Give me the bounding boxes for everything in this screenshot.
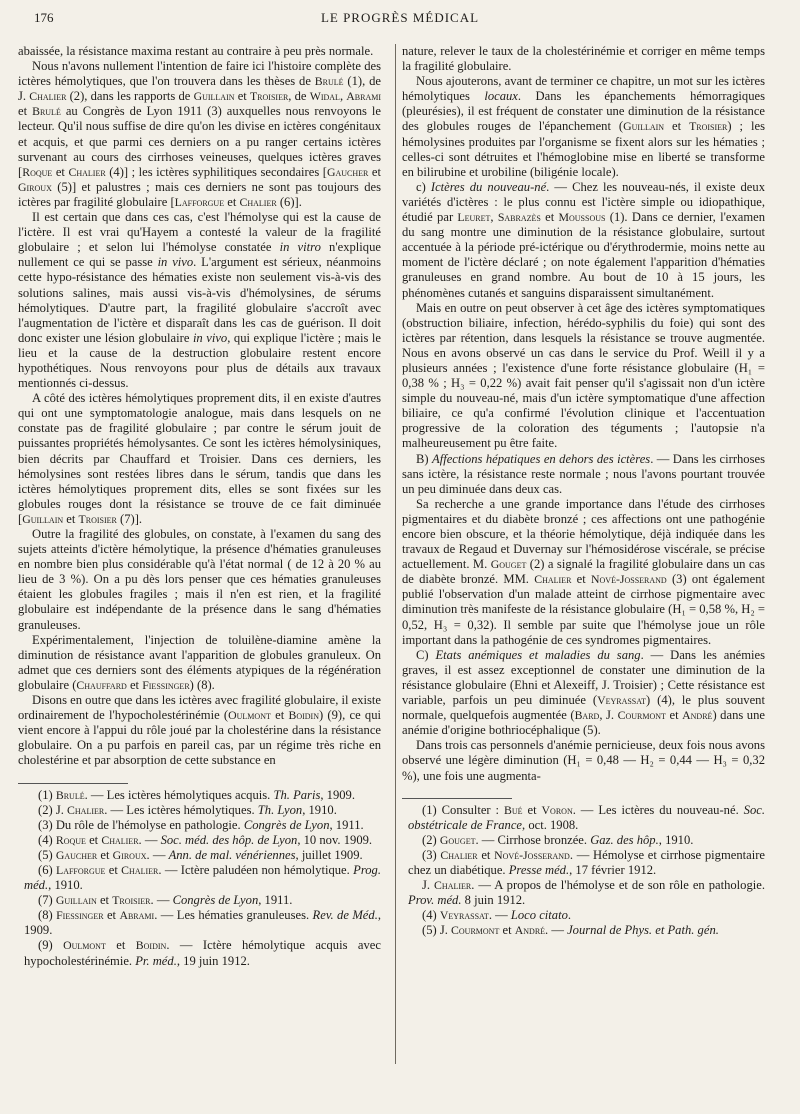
author-name: Gaucher xyxy=(55,847,98,862)
text-run: et xyxy=(18,104,33,119)
author-name: Voron xyxy=(541,802,573,817)
text-run: (2) a signalé la fragilité globulaire dans un cas de diabète bronzé. MM. xyxy=(402,557,765,587)
footnote xyxy=(402,803,765,833)
footnote xyxy=(402,908,765,923)
author-name: Nové-Josserand xyxy=(591,572,667,587)
author-name: André xyxy=(682,708,713,723)
author-name: Troisier xyxy=(78,511,117,526)
right-column-body xyxy=(402,44,765,784)
text-run: (8) xyxy=(38,908,57,923)
text-run: , 1909. xyxy=(24,908,381,938)
text-run: . — Dans les anémies graves, il est assez exceptionnel de constater une diminution de la résistance globulaire (Ehni et Alexeiff, J. Troisier) ; Cette résistance est variable, parfois un peu diminuée ( xyxy=(402,647,765,708)
text-run: Expérimentalement, l'injection de toluilène-diamine amène la diminution de résistance avant l'apparition de globules granuleux. On admet que ces derniers sont des éléments atypiques de la régénération globulaire ( xyxy=(18,632,381,692)
running-title: LE PROGRÈS MÉDICAL xyxy=(320,10,480,25)
text-run: Il est certain que dans ces cas, c'est l'hémolyse qui est la cause de l'ictère. Il est vrai qu'Hayem a contesté la valeur de la fragilité globulaire ; et selon lui l'hémolyse constatée xyxy=(18,210,381,255)
footnote xyxy=(18,818,381,833)
italic-text: Ictères du nouveau-né xyxy=(430,179,547,194)
paragraph xyxy=(402,180,765,301)
paragraph xyxy=(402,497,765,648)
text-run: (3) xyxy=(422,847,441,862)
text-run: (1). Dans ce dernier, l'examen du sang montre une diminution de la résistance globulaire, surtout accentuée à la période pré-ictérique ou d'érythrodermie, moins nette au moment de l'ictère déclaré ; on note également l'apparition d'hématies granuleuses en grand nombre. Au bout de 10 à 15 jours, les phénomènes cutanés et sanguins disparaissent simultanément. xyxy=(402,210,766,300)
author-name: Gouget xyxy=(490,557,527,572)
text-run: abaissée, la résistance maxima restant au contraire à peu près normale. xyxy=(18,44,374,58)
text-run: et xyxy=(96,893,113,908)
author-name: Chalier xyxy=(440,847,478,862)
italic-text: Presse méd. xyxy=(508,862,570,877)
text-run: et xyxy=(85,832,102,847)
italic-text: Affections hépatiques en dehors des ictères xyxy=(432,451,651,466)
footnote xyxy=(18,938,381,968)
footnote xyxy=(18,863,381,893)
footnote xyxy=(18,788,381,803)
italic-text: Prog. méd. xyxy=(24,862,381,893)
footnote xyxy=(402,878,765,908)
text-run: et xyxy=(63,511,79,526)
footnote xyxy=(18,833,381,848)
author-name: Boidin xyxy=(288,708,319,723)
right-column xyxy=(402,44,765,938)
text-run: (3) ont également publié l'observation d'un malade atteint de cirrhose pigmentaire avec diminution très manifeste de la résistance globulaire (H₁ = 0,58 %, H₂ = 0,52, H₃ = 0,32). Il semble par suite que l'hémolyse joue un rôle important dans la pathogénie de ces syndromes pigmentaires. xyxy=(402,572,765,647)
author-name: Chalier xyxy=(239,194,277,209)
footnote-rule xyxy=(402,798,512,799)
italic-text: Congrès de Lyon xyxy=(243,817,330,832)
text-run: ) ; les hémolysines produites par l'organisme se fixent alors sur les hématies ; celles-ci sont détruites et l'hémoglobine mise en liberté se transforme en bilirubine et urobiline (biligénie locale). xyxy=(402,119,766,179)
text-run: (4) xyxy=(38,832,56,847)
italic-text: Rev. de Méd. xyxy=(312,908,378,923)
author-name: Chalier xyxy=(101,832,139,847)
text-run: , 10 nov. 1909. xyxy=(297,832,373,847)
text-run: et xyxy=(103,908,120,923)
text-run: . — xyxy=(150,893,173,908)
paragraph xyxy=(402,301,765,452)
text-run: et xyxy=(522,802,542,817)
text-run: (7) xyxy=(38,893,56,908)
text-run: 8 juin 1912. xyxy=(461,893,526,908)
author-name: Oulmont xyxy=(228,708,271,723)
italic-text: Loco citato xyxy=(510,908,568,923)
text-run: (4) xyxy=(422,908,440,923)
text-run: (2) xyxy=(422,832,440,847)
text-run: et xyxy=(126,677,143,692)
text-run: , 1911. xyxy=(329,817,364,832)
italic-text: Soc. méd. des hôp. de Lyon xyxy=(160,832,298,847)
text-run: et xyxy=(368,164,381,179)
text-run: Nous ajouterons, avant de terminer ce chapitre, un mot sur les ictères hémolytiques xyxy=(402,74,765,104)
author-name: Chalier xyxy=(68,164,106,179)
author-name: Oulmont xyxy=(63,938,106,953)
italic-text: Gaz. des hôp. xyxy=(590,832,659,847)
text-run: . — Hémolyse et cirrhose pigmentaire chez un diabétique. xyxy=(408,847,765,877)
left-column xyxy=(18,44,381,969)
text-run: et xyxy=(499,923,515,938)
italic-text: in vitro xyxy=(279,240,321,255)
text-run: Disons en outre que dans les ictères avec fragilité globulaire, il existe ordinairement de l'hypocholestérinémie ( xyxy=(18,693,382,723)
paragraph xyxy=(402,44,765,74)
paragraph xyxy=(402,74,765,180)
text-run: . L'argument est sérieux, néanmoins cette hypo-résistance des hématies existe non seulement vis-à-vis des solutions salines, mais aussi vis-à-vis d'hémolysines, de sérums hémolytiques. D'autre part, la fragilité globulaire s'accroît avec l'augmentation de l'ictère et disparaît dans les cas de guérison. Il doit donc exister une lésion globulaire xyxy=(18,255,381,345)
footnote xyxy=(18,893,381,908)
text-run: Mais en outre on peut observer à cet âge des ictères symptomatiques (obstruction biliaire, infection, hérédo-syphilis du foie) qui sont des ictères par rétention, dans lesquels la résistance se trouve augmentée. Nous en avons observé un cas dans le service du Prof. Weill il y a plusieurs années ; l'existence d'une forte résistance globulaire (H₁ = 0,38 % ; H₃ = 0,22 %) avait fait penser qu'il s'agissait non d'un ictère simple du nouveau-né, mais d'un ictère symptomatique d'une affection biliaire, ce qu'a confirmé l'évolution clinique et l'accentuation progressive de la coloration des téguments ; l'autopsie n'a malheureusement pu être faite. xyxy=(402,300,765,451)
footnote xyxy=(18,848,381,863)
text-run: ) (4), le plus souvent normale, quelquefois augmentée ( xyxy=(402,693,765,723)
author-name: Chalier xyxy=(29,89,67,104)
author-name: Leuret xyxy=(457,210,491,225)
italic-text: Ann. de mal. vénériennes xyxy=(168,847,296,862)
author-name: Chalier xyxy=(434,878,472,893)
italic-text: Th. Lyon xyxy=(257,802,303,817)
paragraph xyxy=(18,210,381,391)
text-run: , de xyxy=(288,89,310,104)
italic-text: in vivo xyxy=(157,255,194,270)
text-run: . — xyxy=(488,908,511,923)
text-run: et xyxy=(571,572,591,587)
text-run: . — xyxy=(545,923,568,938)
author-name: Sabrazès xyxy=(497,210,541,225)
text-run: Dans trois cas personnels d'anémie pernicieuse, deux fois nous avons observé une légère diminution (H₁ = 0,48 — H₂ = 0,44 — H₃ = 0,32 %), une fois une augmenta- xyxy=(402,738,765,783)
text-run: . — Les hématies granuleuses. xyxy=(154,908,313,923)
footnote-rule xyxy=(18,783,128,784)
text-run: . — Les ictères du nouveau-né. xyxy=(572,802,744,817)
paragraph xyxy=(18,44,381,59)
author-name: Guillain xyxy=(193,89,235,104)
text-run: . — Dans les cirrhoses sans ictère, la résistance reste normale ; nous l'avons pourtant trouvée un peu diminuée dans deux cas. xyxy=(402,451,765,496)
text-run: . — Les ictères hémolytiques. xyxy=(104,802,258,817)
author-name: Abrami xyxy=(346,89,382,104)
text-run: , xyxy=(339,89,347,104)
paragraph xyxy=(402,648,765,739)
footnote xyxy=(402,833,765,848)
text-run: C) xyxy=(416,647,436,662)
author-name: Brulé xyxy=(32,104,61,119)
text-run: . — Les ictères hémolytiques acquis. xyxy=(84,787,274,802)
left-column-body xyxy=(18,44,381,769)
paragraph xyxy=(18,633,381,693)
author-name: Roque xyxy=(22,164,53,179)
text-run: , 19 juin 1912. xyxy=(176,953,250,968)
author-name: Widal xyxy=(309,89,340,104)
text-run: (6) xyxy=(38,862,56,877)
author-name: Abrami xyxy=(119,908,155,923)
text-run: (2), dans les rapports de xyxy=(66,89,194,104)
italic-text: Th. Paris xyxy=(273,787,321,802)
author-name: Moussous xyxy=(558,210,606,225)
text-run: et xyxy=(52,164,69,179)
text-run: , juillet 1909. xyxy=(295,847,363,862)
author-name: Boidin xyxy=(135,938,167,953)
italic-text: Pr. méd. xyxy=(135,953,177,968)
text-run: B) xyxy=(416,451,433,466)
paragraph xyxy=(18,59,381,210)
author-name: Veyrassat xyxy=(439,908,489,923)
paragraph xyxy=(18,693,381,768)
text-run: J. xyxy=(422,878,435,893)
author-name: Gaucher xyxy=(326,164,369,179)
author-name: Roque xyxy=(55,832,86,847)
author-name: Veyrassat xyxy=(597,693,647,708)
text-run: Outre la fragilité des globules, on constate, à l'examen du sang des sujets atteints d'ictère hémolytique, la présence d'hématies granuleuses en nombre bien plus considérable qu'à l'état normal ( de 12 à 20 % au lieu de 3 %). On a pu dès lors penser que ces hématies granuleuses étaient les globules fragiles ; mais il n'en est rien, et la fragilité globulaire est indépendante de la présence dans le sang d'hématies granuleuses. xyxy=(18,527,381,632)
author-name: Guillain xyxy=(623,119,665,134)
paragraph xyxy=(402,738,765,783)
text-run: ) (9), ce qui vient encore à l'appui du rôle joué par la cholestérine dans la résistance globulaire. On a pu parfois en pareil cas, par un régime très riche en cholestérine et par absorption de cette substance en xyxy=(18,708,382,768)
author-name: Gouget xyxy=(439,832,476,847)
text-run: , 1911. xyxy=(258,893,293,908)
footnote xyxy=(18,908,381,938)
text-run: et xyxy=(477,847,495,862)
text-run: Nous n'avons nullement l'intention de faire ici l'histoire complète des ictères hémolytiques, que l'on trouvera dans les thèses de xyxy=(18,59,381,89)
text-run: (5) xyxy=(38,847,56,862)
paragraph xyxy=(18,391,381,527)
text-run: . — Ictère hémolytique acquis avec hypocholestérinémie. xyxy=(24,938,381,968)
italic-text: in vivo xyxy=(192,330,228,345)
italic-text: Journal de Phys. et Path. gén. xyxy=(567,923,719,938)
text-run: . — A propos de l'hémolyse et de son rôle en pathologie. xyxy=(471,878,766,893)
text-run: . — Ictère paludéen non hémolytique. xyxy=(158,862,354,877)
text-run: , 17 février 1912. xyxy=(569,862,657,877)
page-header xyxy=(0,10,800,32)
text-run: (6)]. xyxy=(276,194,302,209)
author-name: Lafforgue xyxy=(56,862,106,877)
text-run: , 1909. xyxy=(320,787,355,802)
author-name: Nové-Josserand xyxy=(494,847,570,862)
left-footnotes xyxy=(18,788,381,969)
text-run: , 1910. xyxy=(48,878,83,893)
author-name: Guillain xyxy=(22,511,64,526)
text-run: et xyxy=(540,210,559,225)
text-run: et xyxy=(97,847,113,862)
italic-text: Soc. obstétricale de France xyxy=(408,802,765,832)
author-name: Chalier xyxy=(67,802,105,817)
author-name: Brulé xyxy=(314,74,344,89)
text-run: (9) xyxy=(38,938,64,953)
page-number: 176 xyxy=(34,10,54,25)
author-name: Chalier xyxy=(534,572,572,587)
text-run: n'explique nullement ce qui se passe xyxy=(18,240,381,270)
author-name: Troisier xyxy=(112,893,151,908)
author-name: Guillain xyxy=(55,893,97,908)
text-run: (3) Du rôle de l'hémolyse en pathologie. xyxy=(38,817,244,832)
text-run: , qui explique l'ictère ; mais le lieu et la cause de la destruction globulaire restent encore hypothétiques. Nous renvoyons pour plus de détails aux travaux mentionnés ci-dessus. xyxy=(18,330,382,391)
italic-text: Etats anémiques et maladies du sang xyxy=(435,647,641,662)
author-name: André xyxy=(514,923,546,938)
text-run: et xyxy=(105,938,136,953)
text-run: et xyxy=(234,89,250,104)
text-run: et xyxy=(270,708,289,723)
text-run: et xyxy=(665,708,683,723)
right-footnotes xyxy=(402,803,765,939)
author-name: Troisier xyxy=(249,89,289,104)
author-name: Bard xyxy=(574,708,600,723)
text-run: . — xyxy=(146,847,169,862)
text-run: (7)]. xyxy=(116,511,143,526)
text-run: . — Cirrhose bronzée. xyxy=(475,832,591,847)
text-run: (1) Consulter : xyxy=(422,802,504,817)
text-run: (5) J. xyxy=(422,923,452,938)
text-run: , 1910. xyxy=(658,832,694,847)
text-run: (1), de J. xyxy=(18,74,381,104)
text-run: , oct. 1908. xyxy=(522,817,579,832)
text-run: , J. xyxy=(599,708,618,723)
footnote xyxy=(402,923,765,938)
author-name: Bué xyxy=(504,802,523,817)
italic-text: Congrès de Lyon xyxy=(172,893,259,908)
text-run: , xyxy=(490,210,498,225)
text-run: et xyxy=(105,862,122,877)
author-name: Chalier xyxy=(121,862,159,877)
footnote xyxy=(18,803,381,818)
text-run: . Dans les épanchements hémorragiques (pleurésies), il est fréquent de constater une diminution de la résistance des globules rouges de l'épanchement ( xyxy=(402,89,765,134)
text-run: (2) J. xyxy=(38,802,68,817)
author-name: Chauffard xyxy=(76,677,127,692)
author-name: Fiessinger xyxy=(142,677,190,692)
italic-text: locaux xyxy=(484,89,518,104)
text-run: . xyxy=(567,908,572,923)
author-name: Troisier xyxy=(689,119,728,134)
text-run: ) (8). xyxy=(189,677,215,692)
footnote xyxy=(402,848,765,878)
text-run: nature, relever le taux de la cholestérinémie et corriger en même temps la fragilité globulaire. xyxy=(402,44,765,74)
author-name: Fiessinger xyxy=(56,908,104,923)
text-run: . — xyxy=(138,832,161,847)
text-run: et xyxy=(224,194,240,209)
italic-text: Prov. méd. xyxy=(408,893,462,908)
author-name: Courmont xyxy=(451,923,500,938)
text-run: (5)] et palustres ; mais ces derniers ne sont pas toujours des ictères par fragilité globulaire [ xyxy=(18,179,381,209)
author-name: Giroux xyxy=(18,179,52,194)
text-run: . — Chez les nouveau-nés, il existe deux variétés d'ictères : le plus connu est l'ictère simple ou idiopathique, étudié par xyxy=(402,179,765,225)
paragraph xyxy=(18,527,381,633)
text-run: A côté des ictères hémolytiques proprement dits, il en existe d'autres qui ont une symptomatologie analogue, mais dans lesquels on ne constate pas de fragilité globulaire ; par contre le sérum jouit de puissantes propriétés hémolysantes. Ce sont les ictères hémolysiniques, bien décrits par Chauffard et Troisier. Dans ces derniers, les hémolysines sont restées libres dans le sérum, tandis que dans les ictères hémolytiques proprement dits, elles se sont fixées sur les globules rouges dont la résistance se trouve de ce fait diminuée [ xyxy=(18,391,381,526)
author-name: Lafforgue xyxy=(174,194,225,209)
text-run: au Congrès de Lyon 1911 (3) auxquelles nous renvoyons le lecteur. Qu'il nous suffise de dire qu'on les divise en ictères congénitaux et acquis, et que parmi ces derniers on a pu ranger certains ictères survenant au cours des cirrhoses veineuses, quelques ictères graves [ xyxy=(18,104,381,179)
text-run: , 1910. xyxy=(302,802,337,817)
text-run: (4)] ; les ictères syphilitiques secondaires [ xyxy=(105,164,327,179)
text-run: ) dans une anémie d'origine bothriocéphalique (5). xyxy=(402,708,765,738)
author-name: Giroux xyxy=(112,847,147,862)
text-run: et xyxy=(664,119,690,134)
text-run: Sa recherche a une grande importance dans l'étude des cirrhoses pigmentaires et du diabète bronzé ; ces affections ont une pathogénie encore bien obscure, et la théorie hémolytique, déjà indiquée dans les travaux de Regaud et Duvernay sur l'hémosidérose viscérale, se précise actuellement. M. xyxy=(402,496,765,572)
text-run: (1) xyxy=(38,787,56,802)
author-name: Courmont xyxy=(617,708,666,723)
paragraph xyxy=(402,452,765,497)
column-divider xyxy=(395,44,396,1064)
author-name: Brulé xyxy=(55,787,85,802)
text-run: c) xyxy=(416,179,431,194)
